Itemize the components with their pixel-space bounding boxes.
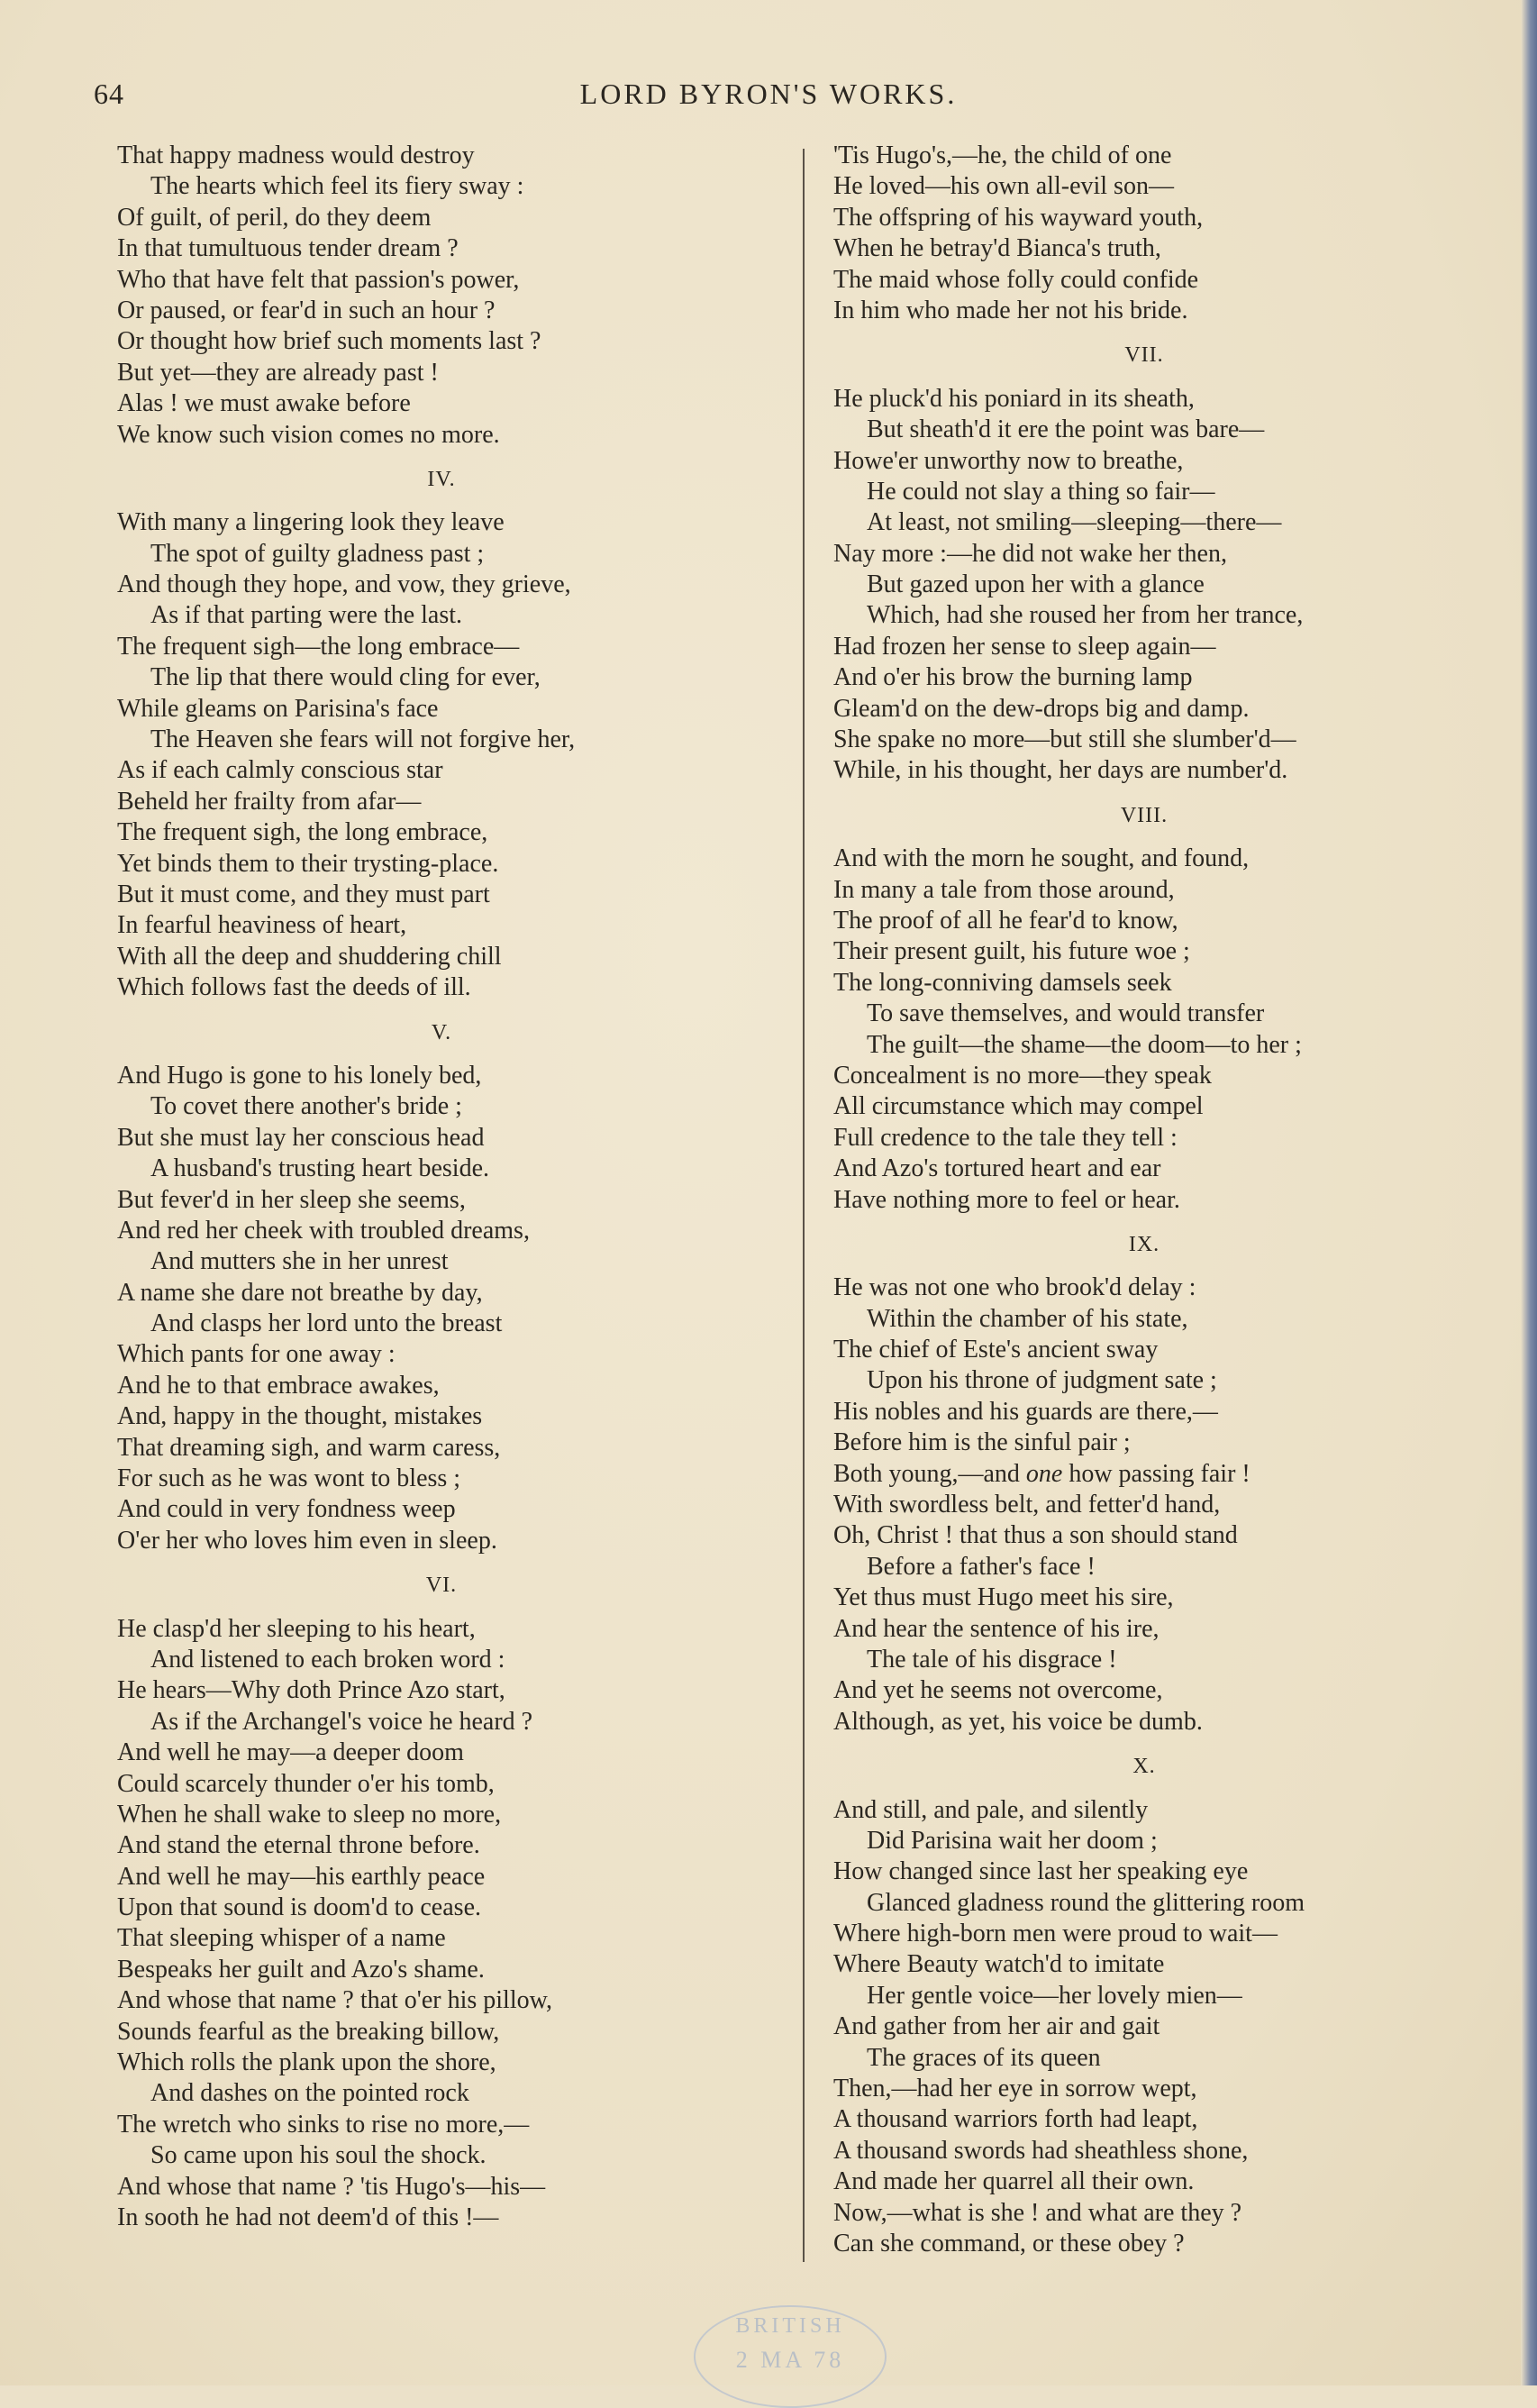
verse-line: That happy madness would destroy bbox=[117, 141, 475, 169]
verse-line: And red her cheek with troubled dreams, bbox=[117, 1216, 530, 1245]
verse-line: The proof of all he fear'd to know, bbox=[833, 906, 1178, 935]
verse-line: Then,—had her eye in sorrow wept, bbox=[833, 2075, 1197, 2103]
verse-line: The long-conniving damsels seek bbox=[833, 968, 1172, 997]
verse-line: Within the chamber of his state, bbox=[867, 1304, 1188, 1333]
verse-line: How changed since last her speaking eye bbox=[833, 1857, 1249, 1886]
verse-line: The spot of guilty gladness past ; bbox=[150, 539, 485, 568]
left-column bbox=[117, 141, 766, 2233]
verse-line: Howe'er unworthy now to breathe, bbox=[833, 446, 1184, 475]
verse-line: That sleeping whisper of a name bbox=[117, 1924, 446, 1953]
verse-line: He clasp'd her sleeping to his heart, bbox=[117, 1614, 476, 1643]
verse-line: And well he may—a deeper doom bbox=[117, 1738, 464, 1767]
section-numeral: X. bbox=[1132, 1755, 1156, 1779]
verse-line: And o'er his brow the burning lamp bbox=[833, 663, 1193, 692]
verse-line: Have nothing more to feel or hear. bbox=[833, 1185, 1180, 1214]
verse-line: And, happy in the thought, mistakes bbox=[117, 1402, 483, 1431]
verse-line: Oh, Christ ! that thus a son should stand bbox=[833, 1521, 1238, 1550]
verse-line: He was not one who brook'd delay : bbox=[833, 1273, 1196, 1302]
verse-line: Upon his throne of judgment sate ; bbox=[867, 1366, 1217, 1395]
verse-line: The guilt—the shame—the doom—to her ; bbox=[867, 1030, 1302, 1059]
verse-line: The chief of Este's ancient sway bbox=[833, 1336, 1159, 1364]
running-title: LORD BYRON'S WORKS. bbox=[579, 78, 958, 110]
verse-line: Had frozen her sense to sleep again— bbox=[833, 632, 1216, 661]
verse-line: The maid whose folly could confide bbox=[833, 265, 1199, 294]
verse-line: When he betray'd Bianca's truth, bbox=[833, 234, 1161, 263]
verse-line: Which, had she roused her from her trance, bbox=[867, 601, 1304, 630]
verse-line: And whose that name ? that o'er his pillow, bbox=[117, 1986, 553, 2015]
verse-line: At least, not smiling—sleeping—there— bbox=[867, 508, 1282, 537]
verse-line: For such as he was wont to bless ; bbox=[117, 1464, 461, 1493]
verse-line: With all the deep and shuddering chill bbox=[117, 942, 502, 971]
verse-line: And listened to each broken word : bbox=[150, 1645, 505, 1674]
verse-line: Both young,—and one how passing fair ! bbox=[833, 1459, 1251, 1488]
verse-line: And dashes on the pointed rock bbox=[150, 2079, 469, 2108]
verse-line: In fearful heaviness of heart, bbox=[117, 911, 407, 940]
verse-line: And well he may—his earthly peace bbox=[117, 1862, 486, 1891]
verse-line: The frequent sigh, the long embrace, bbox=[117, 818, 488, 847]
verse-line: And Azo's tortured heart and ear bbox=[833, 1154, 1161, 1183]
verse-line: A thousand warriors forth had leapt, bbox=[833, 2105, 1198, 2134]
verse-line: Yet binds them to their trysting-place. bbox=[117, 849, 499, 878]
verse-line: While, in his thought, her days are number'd. bbox=[833, 756, 1288, 785]
verse-line: Which pants for one away : bbox=[117, 1340, 396, 1369]
verse-line: That dreaming sigh, and warm caress, bbox=[117, 1433, 501, 1462]
verse-line: And made her quarrel all their own. bbox=[833, 2167, 1195, 2196]
verse-line: Full credence to the tale they tell : bbox=[833, 1123, 1178, 1152]
verse-line: Can she command, or these obey ? bbox=[833, 2230, 1185, 2258]
verse-line: And could in very fondness weep bbox=[117, 1495, 456, 1524]
page-number: 64 bbox=[94, 78, 124, 110]
verse-line: Now,—what is she ! and what are they ? bbox=[833, 2198, 1242, 2227]
verse-line: Concealment is no more—they speak bbox=[833, 1061, 1212, 1090]
verse-line: And still, and pale, and silently bbox=[833, 1795, 1149, 1824]
verse-line: Gleam'd on the dew-drops big and damp. bbox=[833, 694, 1250, 723]
verse-line: And Hugo is gone to his lonely bed, bbox=[117, 1061, 482, 1090]
verse-line: As if the Archangel's voice he heard ? bbox=[150, 1707, 533, 1736]
verse-line: With many a lingering look they leave bbox=[117, 508, 505, 537]
verse-line: O'er her who loves him even in sleep. bbox=[117, 1526, 497, 1555]
verse-line: But yet—they are already past ! bbox=[117, 358, 439, 387]
verse-line: In sooth he had not deem'd of this !— bbox=[117, 2203, 499, 2231]
verse-line: Nay more :—he did not wake her then, bbox=[833, 539, 1227, 568]
verse-line: Where Beauty watch'd to imitate bbox=[833, 1950, 1165, 1979]
verse-line: The Heaven she fears will not forgive her, bbox=[150, 725, 576, 754]
verse-line: But she must lay her conscious head bbox=[117, 1123, 485, 1152]
verse-line: Did Parisina wait her doom ; bbox=[867, 1826, 1158, 1855]
verse-line: The wretch who sinks to rise no more,— bbox=[117, 2110, 530, 2139]
verse-line: And he to that embrace awakes, bbox=[117, 1371, 440, 1400]
verse-line: He loved—his own all-evil son— bbox=[833, 172, 1174, 201]
verse-line: Alas ! we must awake before bbox=[117, 389, 411, 418]
verse-line: Or paused, or fear'd in such an hour ? bbox=[117, 296, 496, 324]
verse-line: And hear the sentence of his ire, bbox=[833, 1614, 1160, 1643]
verse-line: Where high-born men were proud to wait— bbox=[833, 1920, 1278, 1948]
section-numeral: VIII. bbox=[1120, 803, 1169, 827]
page-edge bbox=[1521, 0, 1537, 2385]
right-column bbox=[833, 141, 1455, 2259]
verse-line: A name she dare not breathe by day, bbox=[117, 1278, 483, 1307]
verse-line: The offspring of his wayward youth, bbox=[833, 203, 1204, 232]
verse-line: He hears—Why doth Prince Azo start, bbox=[117, 1676, 505, 1705]
verse-line: Yet thus must Hugo meet his sire, bbox=[833, 1583, 1174, 1612]
verse-line: When he shall wake to sleep no more, bbox=[117, 1800, 502, 1829]
verse-line: And clasps her lord unto the breast bbox=[150, 1309, 503, 1338]
section-numeral: VII. bbox=[1124, 343, 1164, 368]
verse-line: As if each calmly conscious star bbox=[117, 756, 443, 785]
verse-line: Who that have felt that passion's power, bbox=[117, 265, 520, 294]
section-numeral: VI. bbox=[425, 1573, 458, 1598]
verse-line: Her gentle voice—her lovely mien— bbox=[867, 1981, 1242, 2010]
verse-line: He pluck'd his poniard in its sheath, bbox=[833, 384, 1195, 413]
verse-line: So came upon his soul the shock. bbox=[150, 2141, 487, 2170]
verse-line: A thousand swords had sheathless shone, bbox=[833, 2136, 1249, 2165]
verse-line: Before him is the sinful pair ; bbox=[833, 1428, 1131, 1457]
verse-line: A husband's trusting heart beside. bbox=[150, 1154, 489, 1183]
verse-line: Glanced gladness round the glittering room bbox=[867, 1888, 1305, 1917]
verse-line: In many a tale from those around, bbox=[833, 875, 1175, 904]
verse-line: We know such vision comes no more. bbox=[117, 420, 500, 449]
verse-line: While gleams on Parisina's face bbox=[117, 694, 439, 723]
verse-line: The graces of its queen bbox=[867, 2043, 1101, 2072]
verse-line: Their present guilt, his future woe ; bbox=[833, 937, 1190, 966]
verse-line: All circumstance which may compel bbox=[833, 1092, 1204, 1121]
verse-line: 'Tis Hugo's,—he, the child of one bbox=[833, 141, 1172, 169]
verse-line: And whose that name ? 'tis Hugo's—his— bbox=[117, 2172, 546, 2201]
verse-line: Could scarcely thunder o'er his tomb, bbox=[117, 1769, 495, 1798]
verse-line: With swordless belt, and fetter'd hand, bbox=[833, 1491, 1221, 1519]
verse-line: Upon that sound is doom'd to cease. bbox=[117, 1893, 481, 1922]
verse-line: But gazed upon her with a glance bbox=[867, 570, 1205, 599]
verse-line: Before a father's face ! bbox=[867, 1552, 1096, 1581]
verse-line: In that tumultuous tender dream ? bbox=[117, 234, 459, 263]
verse-line: His nobles and his guards are there,— bbox=[833, 1397, 1218, 1426]
verse-line: And stand the eternal throne before. bbox=[117, 1831, 480, 1860]
verse-line: Sounds fearful as the breaking billow, bbox=[117, 2017, 500, 2046]
verse-line: Or thought how brief such moments last ? bbox=[117, 327, 541, 356]
verse-line: But sheath'd it ere the point was bare— bbox=[867, 415, 1265, 444]
library-stamp bbox=[694, 2305, 887, 2408]
verse-line: Although, as yet, his voice be dumb. bbox=[833, 1707, 1203, 1736]
stamp-line-2: 2 MA 78 bbox=[735, 2347, 845, 2373]
verse-line: The hearts which feel its fiery sway : bbox=[150, 172, 524, 201]
verse-line: Which follows fast the deeds of ill. bbox=[117, 973, 471, 1002]
verse-line: She spake no more—but still she slumber'd— bbox=[833, 725, 1296, 754]
section-numeral: IV. bbox=[427, 467, 456, 491]
verse-line: And gather from her air and gait bbox=[833, 2012, 1160, 2041]
verse-line: He could not slay a thing so fair— bbox=[867, 477, 1215, 506]
verse-line: As if that parting were the last. bbox=[150, 601, 463, 630]
verse-line: But fever'd in her sleep she seems, bbox=[117, 1185, 466, 1214]
verse-line: Beheld her frailty from afar— bbox=[117, 787, 422, 816]
verse-line: Of guilt, of peril, do they deem bbox=[117, 203, 432, 232]
verse-line: Which rolls the plank upon the shore, bbox=[117, 2048, 496, 2077]
verse-line: In him who made her not his bride. bbox=[833, 296, 1188, 324]
verse-line: But it must come, and they must part bbox=[117, 880, 490, 908]
verse-line: And yet he seems not overcome, bbox=[833, 1676, 1163, 1705]
verse-line: The tale of his disgrace ! bbox=[867, 1645, 1117, 1674]
section-numeral: V. bbox=[431, 1020, 452, 1044]
verse-line: And mutters she in her unrest bbox=[150, 1247, 449, 1276]
page-header bbox=[0, 78, 1537, 114]
column-divider bbox=[803, 149, 805, 2262]
verse-line: And though they hope, and vow, they grieve, bbox=[117, 570, 571, 599]
verse-line: To covet there another's bride ; bbox=[150, 1092, 462, 1121]
verse-line: The lip that there would cling for ever, bbox=[150, 663, 541, 692]
stamp-line-1: BRITISH bbox=[735, 2314, 845, 2338]
verse-line: The frequent sigh—the long embrace— bbox=[117, 632, 520, 661]
verse-line: And with the morn he sought, and found, bbox=[833, 844, 1250, 873]
verse-line: Bespeaks her guilt and Azo's shame. bbox=[117, 1955, 485, 1984]
section-numeral: IX. bbox=[1128, 1232, 1160, 1256]
verse-line: To save themselves, and would transfer bbox=[867, 999, 1265, 1028]
